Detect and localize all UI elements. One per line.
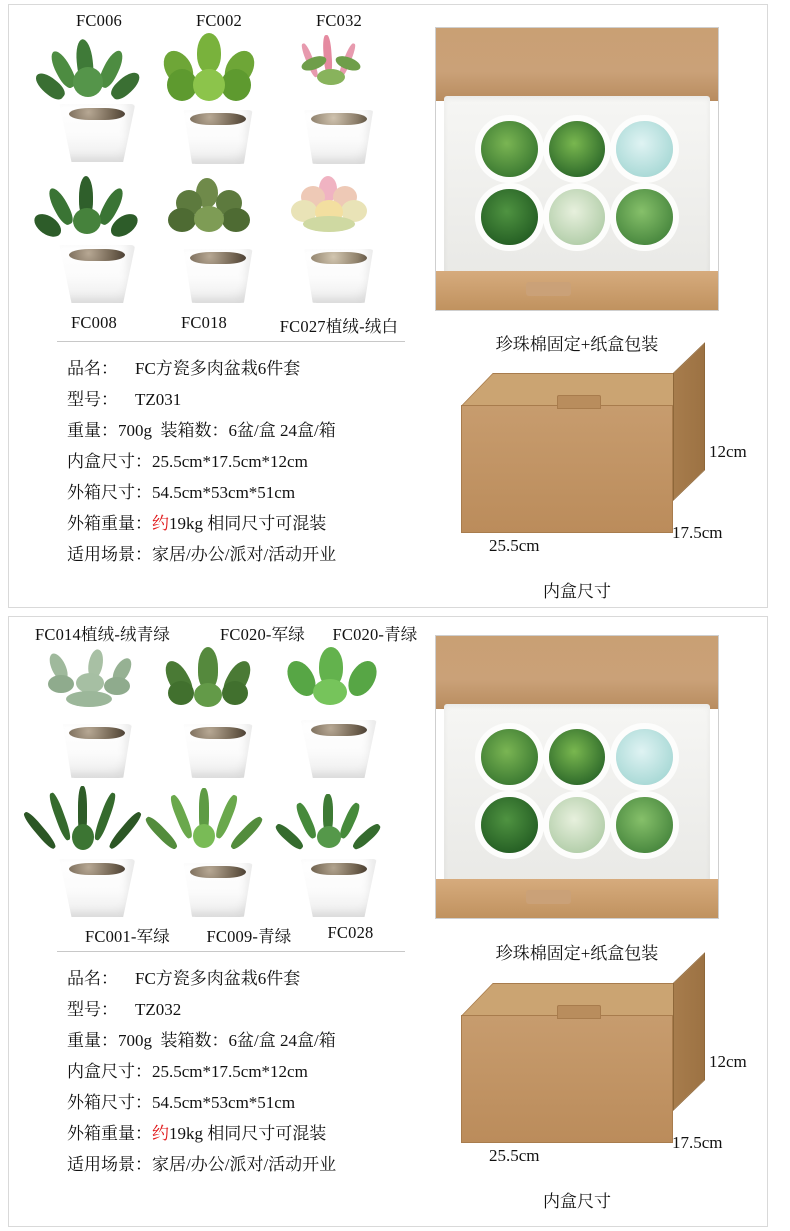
plant-fc032 [278, 31, 399, 170]
carton-caption-1: 内盒尺寸 [543, 582, 611, 601]
carton-tab [526, 282, 571, 296]
carton-side-face [673, 342, 705, 501]
pot [301, 859, 377, 917]
code-row-top-1 [39, 11, 399, 31]
product-panel-tz032 [8, 616, 768, 1227]
spec-divider [57, 341, 405, 342]
product-code-label: FC020-军绿 [219, 625, 306, 644]
spec-row-scene: 适用场景：家居/办公/派对/活动开业 [67, 545, 337, 564]
pot [59, 104, 135, 162]
code-row-bottom-2 [65, 923, 395, 947]
spec-row-inner-size: 内盒尺寸：25.5cm*17.5cm*12cm [67, 452, 308, 471]
product-code-label: FC006 [76, 11, 122, 30]
carton-lid [436, 636, 718, 709]
spec-row-model: 型号： TZ031 [67, 390, 182, 409]
product-code-label: FC028 [327, 923, 374, 942]
carton-height-label: 12cm [709, 442, 747, 461]
pot [182, 863, 254, 917]
carton-lid [436, 28, 718, 101]
product-code-label: FC018 [181, 313, 227, 332]
product-code-label: FC008 [71, 313, 117, 332]
carton-front-face [461, 1015, 673, 1143]
carton-diagram-2 [461, 983, 711, 1153]
pot [61, 724, 133, 778]
foliage [49, 37, 145, 115]
package-photo-1 [435, 27, 719, 311]
plant-cell [549, 797, 605, 853]
plant-fc008 [37, 170, 158, 309]
plant-cell [549, 189, 605, 245]
spec-row-weight: 重量：700g 装箱数：6盆/盒 24盒/箱 [67, 421, 336, 440]
product-code-label: FC001-军绿 [84, 927, 171, 946]
carton-front-face [461, 405, 673, 533]
plant-fc014 [37, 645, 158, 784]
plant-cell [481, 189, 537, 245]
pot [303, 249, 375, 303]
spec-row-outer-weight: 外箱重量：约19kg 相同尺寸可混装 [67, 514, 327, 533]
spec-row-name: 品名： FC方瓷多肉盆栽6件套 [67, 969, 301, 988]
foliage [166, 178, 270, 254]
spec-row-model: 型号： TZ032 [67, 1000, 182, 1019]
foliage [163, 33, 273, 119]
carton-width-label: 25.5cm [489, 536, 540, 555]
package-photo-2 [435, 635, 719, 919]
plant-cell [616, 797, 672, 853]
spec-row-inner-size: 内盒尺寸：25.5cm*17.5cm*12cm [67, 1062, 308, 1081]
spec-row-outer-size: 外箱尺寸：54.5cm*53cm*51cm [67, 1093, 296, 1112]
carton-width-label: 25.5cm [489, 1146, 540, 1165]
spec-row-name: 品名： FC方瓷多肉盆栽6件套 [67, 359, 301, 378]
package-caption-1: 珍珠棉固定+纸盒包装 [495, 335, 659, 354]
carton-flap [557, 1005, 601, 1019]
pot [301, 720, 377, 778]
plant-fc001-army-green [37, 784, 158, 923]
pot [303, 110, 375, 164]
product-code-label: FC032 [316, 11, 362, 30]
product-code-label: FC009-青绿 [206, 927, 292, 946]
plant-fc018 [158, 170, 279, 309]
plant-cell [481, 797, 537, 853]
spec-list-2 [67, 963, 423, 1180]
package-caption-2: 珍珠棉固定+纸盒包装 [495, 944, 659, 963]
carton-height-label: 12cm [709, 1052, 747, 1071]
plant-image-grid-2 [37, 645, 399, 923]
plant-fc020-army-green [158, 645, 279, 784]
foliage [289, 647, 389, 727]
code-row-bottom-1 [39, 313, 419, 337]
carton-side-face [673, 952, 705, 1111]
plant-fc020-green [278, 645, 399, 784]
plant-fc002 [158, 31, 279, 170]
carton-base [436, 879, 718, 918]
carton-tab [526, 890, 571, 904]
carton-base [436, 271, 718, 310]
spec-row-outer-weight: 外箱重量：约19kg 相同尺寸可混装 [67, 1124, 327, 1143]
foliage [291, 35, 387, 115]
carton-depth-label: 17.5cm [672, 1133, 723, 1152]
pot [182, 724, 254, 778]
plant-cell [616, 121, 672, 177]
foliage [47, 176, 147, 256]
foliage [42, 649, 152, 731]
spec-row-scene: 适用场景：家居/办公/派对/活动开业 [67, 1155, 337, 1174]
plant-image-grid-1 [37, 31, 399, 309]
pot [59, 245, 135, 303]
plant-cell [481, 121, 537, 177]
pot [59, 859, 135, 917]
plant-cell [616, 189, 672, 245]
spec-list-1 [67, 353, 423, 570]
spec-row-outer-size: 外箱尺寸：54.5cm*53cm*51cm [67, 483, 296, 502]
product-panel-tz031 [8, 4, 768, 608]
plant-fc028 [278, 784, 399, 923]
plant-cell [481, 729, 537, 785]
plant-cell [616, 729, 672, 785]
foliage [166, 647, 270, 731]
foliage [163, 788, 273, 876]
spec-row-weight: 重量：700g 装箱数：6盆/盒 24盒/箱 [67, 1031, 336, 1050]
plant-fc027 [278, 170, 399, 309]
plant-fc006 [37, 31, 158, 170]
product-code-label: FC020-青绿 [332, 625, 418, 644]
product-code-label: FC027植绒-绒白 [279, 317, 399, 336]
plant-fc009-green [158, 784, 279, 923]
carton-diagram-1 [461, 373, 711, 543]
pot [182, 249, 254, 303]
carton-depth-label: 17.5cm [672, 523, 723, 542]
pot [182, 110, 254, 164]
code-row-top-2 [35, 621, 435, 645]
carton-caption-2: 内盒尺寸 [543, 1192, 611, 1211]
product-code-label: FC002 [196, 11, 242, 30]
spec-divider [57, 951, 405, 952]
product-code-label: FC014植绒-绒青绿 [35, 625, 171, 644]
foliage [287, 176, 391, 252]
carton-flap [557, 395, 601, 409]
